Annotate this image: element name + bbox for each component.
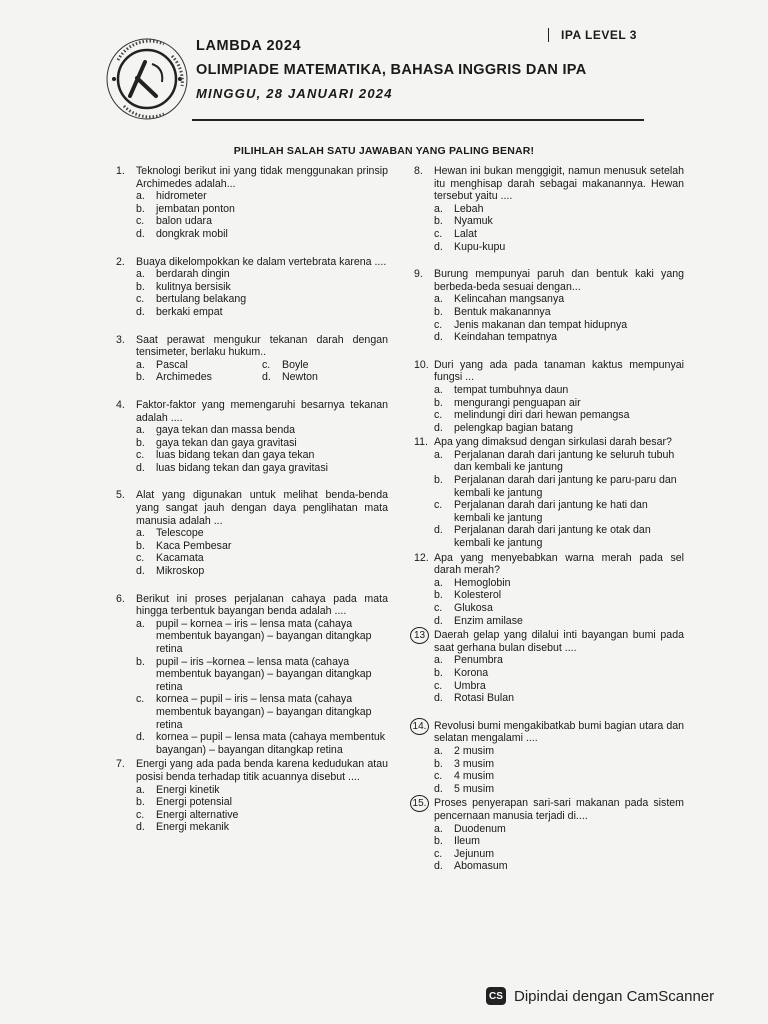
answer-option bbox=[136, 359, 262, 372]
answer-options bbox=[136, 268, 388, 318]
watermark-text: Dipindai dengan CamScanner bbox=[514, 987, 715, 1005]
question-item bbox=[414, 797, 684, 873]
option-text: Keindahan tempatnya bbox=[454, 331, 558, 344]
option-letter: c. bbox=[434, 318, 443, 331]
question-item bbox=[116, 758, 388, 834]
option-letter: b. bbox=[434, 757, 443, 770]
question-text: Buaya dikelompokkan ke dalam vertebrata karena .... bbox=[136, 255, 387, 268]
option-text: 2 musim bbox=[454, 744, 495, 757]
answer-option bbox=[434, 602, 684, 615]
option-letter: a. bbox=[434, 448, 443, 461]
camscanner-logo: CS bbox=[486, 987, 506, 1005]
option-letter: d. bbox=[434, 331, 443, 344]
option-letter: a. bbox=[434, 202, 443, 215]
option-letter: c. bbox=[434, 409, 443, 422]
option-letter: a. bbox=[434, 293, 443, 306]
option-letter: c. bbox=[434, 499, 443, 512]
question-text: Faktor-faktor yang memengaruhi besarnya tekanan adalah .... bbox=[136, 398, 388, 424]
option-letter: b. bbox=[434, 396, 443, 409]
question-number: 10. bbox=[414, 358, 429, 371]
option-letter: a. bbox=[136, 783, 145, 796]
option-letter: c. bbox=[434, 770, 443, 783]
option-text: Lebah bbox=[454, 202, 484, 215]
answer-option bbox=[434, 615, 684, 628]
question-text: Energi yang ada pada benda karena kedudukan atau posisi benda terhadap titik acuannya disebut .... bbox=[136, 758, 388, 783]
answer-options bbox=[434, 293, 684, 343]
lambda-logo-icon bbox=[104, 36, 190, 122]
question-item bbox=[116, 334, 388, 384]
option-text: gaya tekan dan massa benda bbox=[156, 424, 295, 437]
question-item bbox=[414, 359, 684, 435]
option-text: Penumbra bbox=[454, 654, 503, 667]
option-text: Duodenum bbox=[454, 822, 506, 835]
question-number: 11. bbox=[414, 436, 428, 449]
answer-option bbox=[434, 745, 684, 758]
answer-option bbox=[136, 821, 388, 834]
option-text: Archimedes bbox=[156, 371, 212, 384]
answer-option bbox=[434, 331, 684, 344]
olympiad-title: OLIMPIADE MATEMATIKA, BAHASA INGGRIS DAN IPA bbox=[196, 62, 587, 78]
option-letter: a. bbox=[434, 822, 443, 835]
answer-option bbox=[434, 860, 684, 873]
answer-option bbox=[434, 770, 684, 783]
question-item bbox=[414, 720, 684, 796]
answer-option bbox=[136, 424, 388, 437]
answer-option bbox=[136, 306, 388, 319]
question-text: Apa yang menyebabkan warna merah pada sel darah merah? bbox=[434, 551, 684, 577]
option-text: Hemoglobin bbox=[454, 576, 511, 589]
option-text: Kaca Pembesar bbox=[156, 539, 232, 552]
option-text: Telescope bbox=[156, 527, 204, 540]
question-number: 5. bbox=[116, 489, 125, 502]
option-letter: a. bbox=[434, 576, 443, 589]
answer-option bbox=[434, 654, 684, 667]
option-letter: d. bbox=[136, 821, 145, 834]
option-text: Glukosa bbox=[454, 602, 493, 614]
answer-option bbox=[434, 577, 684, 590]
answer-option bbox=[136, 281, 388, 294]
answer-option bbox=[434, 848, 684, 861]
question-number: 12. bbox=[414, 551, 429, 564]
option-letter: d. bbox=[434, 614, 443, 627]
option-letter: a. bbox=[136, 527, 145, 540]
option-letter: b. bbox=[136, 655, 145, 668]
option-text: Bentuk makanannya bbox=[454, 305, 551, 318]
option-letter: a. bbox=[136, 268, 145, 281]
option-letter: d. bbox=[434, 421, 443, 434]
option-text: dongkrak mobil bbox=[156, 227, 228, 240]
option-letter: d. bbox=[434, 692, 443, 705]
option-letter: b. bbox=[434, 215, 443, 228]
option-text: Umbra bbox=[454, 679, 486, 692]
answer-option bbox=[136, 693, 388, 731]
answer-option bbox=[434, 228, 684, 241]
option-letter: d. bbox=[262, 371, 271, 384]
question-text: Daerah gelap yang dilalui inti bayangan bumi pada saat gerhana bulan disebut .... bbox=[434, 629, 684, 654]
option-text: Kacamata bbox=[156, 552, 204, 565]
answer-options bbox=[136, 359, 388, 384]
answer-option bbox=[262, 371, 388, 384]
answer-options bbox=[434, 449, 684, 550]
question-number: 3. bbox=[116, 333, 125, 346]
option-text: hidrometer bbox=[156, 190, 207, 203]
option-letter: c. bbox=[434, 227, 443, 240]
answer-options bbox=[136, 190, 388, 240]
header-divider bbox=[192, 119, 644, 121]
option-text: luas bidang tekan dan gaya gravitasi bbox=[156, 461, 328, 474]
option-letter: b. bbox=[136, 371, 145, 384]
option-text: Kupu-kupu bbox=[454, 240, 506, 253]
level-label: IPA LEVEL 3 bbox=[548, 28, 637, 42]
option-text: Energi alternative bbox=[156, 808, 239, 821]
option-text: Nyamuk bbox=[454, 215, 493, 228]
question-number: 4. bbox=[116, 398, 125, 411]
option-letter: c. bbox=[434, 602, 443, 614]
question-text: Teknologi berikut ini yang tidak menggunakan prinsip Archimedes adalah... bbox=[136, 165, 388, 190]
option-text: 3 musim bbox=[454, 757, 495, 770]
option-letter: a. bbox=[136, 617, 145, 630]
left-column bbox=[116, 165, 388, 849]
question-item bbox=[116, 165, 388, 241]
answer-options bbox=[136, 527, 388, 577]
question-item bbox=[116, 399, 388, 475]
option-letter: c. bbox=[434, 847, 443, 860]
option-text: mengurangi penguapan air bbox=[454, 396, 581, 409]
answer-options bbox=[136, 424, 388, 474]
option-text: kulitnya bersisik bbox=[156, 280, 231, 293]
answer-option bbox=[136, 565, 388, 578]
question-number: 6. bbox=[116, 592, 125, 605]
answer-options bbox=[434, 745, 684, 795]
answer-option bbox=[434, 783, 684, 796]
option-text: Korona bbox=[454, 666, 489, 679]
question-text: Apa yang dimaksud dengan sirkulasi darah besar? bbox=[434, 436, 672, 449]
option-letter: b. bbox=[434, 305, 443, 318]
event-title: LAMBDA 2024 bbox=[196, 38, 302, 54]
option-text: 4 musim bbox=[454, 770, 495, 783]
answer-options bbox=[136, 784, 388, 834]
answer-option bbox=[434, 409, 684, 422]
option-letter: c. bbox=[136, 552, 145, 565]
option-letter: b. bbox=[434, 589, 443, 602]
option-text: Kolesterol bbox=[454, 589, 502, 602]
answer-options bbox=[434, 654, 684, 704]
option-letter: b. bbox=[136, 796, 145, 809]
answer-option bbox=[136, 731, 388, 756]
answer-options bbox=[136, 618, 388, 757]
question-text: Burung mempunyai paruh dan bentuk kaki yang berbeda-beda sesuai dengan... bbox=[434, 268, 684, 293]
option-letter: d. bbox=[136, 305, 145, 318]
answer-option bbox=[434, 758, 684, 771]
question-text: Revolusi bumi mengakibatkab bumi bagian utara dan selatan mengalami .... bbox=[434, 719, 684, 745]
option-text: pupil – kornea – iris – lensa mata (cahaya membentuk bayangan) – bayangan ditangkap retina bbox=[156, 617, 372, 655]
option-letter: d. bbox=[136, 461, 145, 474]
option-letter: d. bbox=[136, 731, 145, 744]
answer-option bbox=[136, 618, 388, 656]
answer-options bbox=[434, 384, 684, 434]
answer-options bbox=[434, 823, 684, 873]
question-text: Hewan ini bukan menggigit, namun menusuk setelah itu menghisap darah sebagai makanannya. Hewan tersebut yaitu .... bbox=[434, 165, 684, 203]
answer-options bbox=[434, 203, 684, 253]
question-number: 1. bbox=[116, 165, 125, 177]
option-text: gaya tekan dan gaya gravitasi bbox=[156, 436, 297, 449]
option-letter: a. bbox=[434, 383, 443, 396]
option-text: Perjalanan darah dari jantung ke paru-paru dan kembali ke jantung bbox=[454, 474, 677, 499]
answer-option bbox=[434, 692, 684, 705]
option-letter: a. bbox=[136, 190, 145, 203]
question-item bbox=[414, 552, 684, 628]
exam-date: MINGGU, 28 JANUARI 2024 bbox=[196, 86, 393, 101]
option-text: pupil – iris –kornea – lensa mata (cahaya membentuk bayangan) – bayangan ditangkap retina bbox=[156, 655, 372, 693]
answer-option bbox=[136, 552, 388, 565]
option-text: Abomasum bbox=[454, 860, 508, 873]
option-letter: b. bbox=[434, 474, 443, 487]
option-text: balon udara bbox=[156, 215, 212, 228]
option-text: berdarah dingin bbox=[156, 268, 230, 281]
answer-option bbox=[434, 384, 684, 397]
question-text: Duri yang ada pada tanaman kaktus mempunyai fungsi ... bbox=[434, 358, 684, 384]
answer-options bbox=[434, 577, 684, 627]
question-item bbox=[414, 165, 684, 253]
option-text: Mikroskop bbox=[156, 565, 205, 578]
question-text: Berikut ini proses perjalanan cahaya pada mata hingga terbentuk bayangan benda adalah .... bbox=[136, 592, 388, 618]
answer-option bbox=[136, 784, 388, 797]
option-text: bertulang belakang bbox=[156, 293, 247, 306]
answer-option bbox=[434, 449, 684, 474]
option-text: Ileum bbox=[454, 835, 480, 848]
header bbox=[196, 38, 586, 101]
option-letter: b. bbox=[136, 202, 145, 215]
answer-option bbox=[434, 422, 684, 435]
option-text: Boyle bbox=[282, 358, 309, 371]
answer-option bbox=[434, 524, 684, 549]
option-text: Perjalanan darah dari jantung ke hati dan kembali ke jantung bbox=[454, 499, 648, 524]
instruction: PILIHLAH SALAH SATU JAWABAN YANG PALING BENAR! bbox=[233, 145, 535, 157]
option-letter: b. bbox=[136, 280, 145, 293]
answer-option bbox=[434, 397, 684, 410]
option-text: 5 musim bbox=[454, 782, 495, 795]
option-letter: b. bbox=[434, 666, 443, 679]
answer-option bbox=[136, 371, 262, 384]
option-text: Rotasi Bulan bbox=[454, 692, 515, 705]
option-letter: d. bbox=[434, 782, 443, 795]
right-column bbox=[414, 165, 684, 888]
answer-option bbox=[136, 268, 388, 281]
option-text: kornea – pupil – iris – lensa mata (cahaya membentuk bayangan) – bayangan ditangkap retina bbox=[156, 693, 372, 731]
option-letter: d. bbox=[434, 240, 443, 253]
answer-option bbox=[434, 203, 684, 216]
answer-option bbox=[136, 809, 388, 822]
question-item bbox=[414, 436, 684, 549]
answer-option bbox=[434, 319, 684, 332]
question-text: Proses penyerapan sari-sari makanan pada sistem pencernaan manusia terjadi di.... bbox=[434, 797, 684, 822]
answer-option bbox=[434, 474, 684, 499]
answer-option bbox=[434, 293, 684, 306]
question-number: 14. bbox=[410, 718, 429, 735]
option-letter: c. bbox=[434, 679, 443, 692]
scanner-watermark bbox=[486, 987, 714, 1005]
answer-option bbox=[434, 680, 684, 693]
answer-option bbox=[262, 359, 388, 372]
option-letter: a. bbox=[136, 424, 145, 437]
question-number: 9. bbox=[414, 268, 423, 281]
option-letter: d. bbox=[136, 565, 145, 578]
option-text: pelengkap bagian batang bbox=[454, 421, 573, 434]
option-letter: c. bbox=[136, 808, 145, 821]
answer-option bbox=[136, 228, 388, 241]
question-item bbox=[116, 489, 388, 577]
option-letter: d. bbox=[434, 860, 443, 873]
option-text: Energi kinetik bbox=[156, 783, 220, 796]
answer-option bbox=[136, 215, 388, 228]
question-number: 13 bbox=[410, 627, 429, 644]
option-text: Energi potensial bbox=[156, 796, 232, 809]
option-text: Enzim amilase bbox=[454, 614, 523, 627]
option-letter: a. bbox=[434, 744, 443, 757]
answer-option bbox=[136, 449, 388, 462]
option-text: Pascal bbox=[156, 358, 188, 371]
option-letter: b. bbox=[136, 539, 145, 552]
answer-option bbox=[136, 796, 388, 809]
question-text: Alat yang digunakan untuk melihat benda-benda yang sangat jauh dengan daya penglihatan mata manusia adalah ... bbox=[136, 489, 388, 527]
option-letter: d. bbox=[136, 227, 145, 240]
option-text: Perjalanan darah dari jantung ke seluruh tubuh dan kembali ke jantung bbox=[454, 448, 675, 474]
question-number: 8. bbox=[414, 165, 423, 177]
option-letter: a. bbox=[434, 654, 443, 667]
option-letter: d. bbox=[434, 524, 443, 537]
option-text: kornea – pupil – lensa mata (cahaya membentuk bayangan) – bayangan ditangkap retina bbox=[156, 731, 386, 756]
option-letter: b. bbox=[434, 835, 443, 848]
option-text: Energi mekanik bbox=[156, 821, 230, 834]
answer-option bbox=[136, 540, 388, 553]
question-item bbox=[414, 629, 684, 705]
question-text: Saat perawat mengukur tekanan darah dengan tensimeter, berlaku hukum.. bbox=[136, 333, 388, 359]
option-letter: c. bbox=[136, 293, 145, 306]
option-text: Jejunum bbox=[454, 847, 495, 860]
option-letter: a. bbox=[136, 358, 145, 371]
option-letter: c. bbox=[136, 449, 145, 462]
question-item bbox=[414, 268, 684, 344]
option-letter: c. bbox=[136, 693, 145, 706]
answer-option bbox=[136, 203, 388, 216]
answer-option bbox=[434, 823, 684, 836]
option-text: Newton bbox=[282, 371, 318, 384]
option-text: jembatan ponton bbox=[156, 202, 235, 215]
answer-option bbox=[434, 215, 684, 228]
option-text: Jenis makanan dan tempat hidupnya bbox=[454, 318, 628, 331]
option-letter: b. bbox=[136, 436, 145, 449]
option-text: Perjalanan darah dari jantung ke otak dan kembali ke jantung bbox=[454, 524, 651, 550]
question-item bbox=[116, 256, 388, 319]
answer-option bbox=[136, 190, 388, 203]
answer-option bbox=[434, 667, 684, 680]
option-text: luas bidang tekan dan gaya tekan bbox=[156, 449, 315, 462]
option-text: melindungi diri dari hewan pemangsa bbox=[454, 409, 630, 422]
answer-option bbox=[136, 293, 388, 306]
question-number: 2. bbox=[116, 255, 125, 268]
answer-option bbox=[434, 835, 684, 848]
answer-option bbox=[136, 656, 388, 694]
option-letter: c. bbox=[136, 215, 145, 228]
answer-option bbox=[434, 499, 684, 524]
question-number: 7. bbox=[116, 758, 125, 771]
answer-option bbox=[434, 589, 684, 602]
option-text: tempat tumbuhnya daun bbox=[454, 383, 569, 396]
answer-option bbox=[136, 527, 388, 540]
option-text: Kelincahan mangsanya bbox=[454, 293, 565, 306]
question-number: 15. bbox=[410, 795, 429, 812]
answer-option bbox=[434, 241, 684, 254]
option-text: berkaki empat bbox=[156, 305, 223, 318]
option-text: Lalat bbox=[454, 227, 477, 240]
answer-option bbox=[434, 306, 684, 319]
answer-option bbox=[136, 437, 388, 450]
option-letter: c. bbox=[262, 358, 271, 371]
question-item bbox=[116, 593, 388, 757]
answer-option bbox=[136, 462, 388, 475]
